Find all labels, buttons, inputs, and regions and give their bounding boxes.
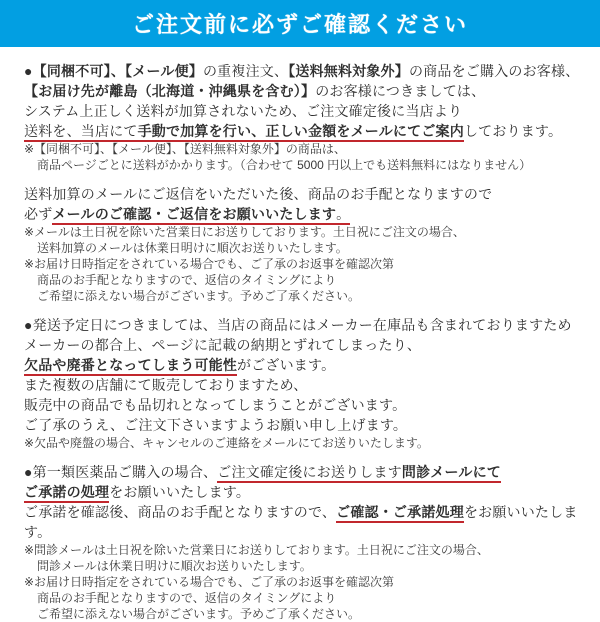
notice-body (0, 47, 600, 622)
text-segment: ●発送予定日につきましては、当店の商品にはメーカー在庫品も含まれておりますため (24, 317, 572, 333)
text-segment: をお願いいたします。 (24, 504, 578, 540)
text-line (24, 315, 596, 335)
text-segment: がございます。 (237, 357, 336, 373)
red-underlined-text: ご注文確定後にお送りします (217, 464, 402, 483)
text-line (24, 101, 596, 121)
text-segment: ご希望に添えない場合がございます。予めご了承ください。 (37, 607, 361, 621)
text-line (24, 574, 596, 590)
text-line (24, 462, 596, 482)
text-segment: 商品のお手配となりますので、返信のタイミングにより (37, 591, 337, 605)
notice-section (24, 462, 596, 622)
text-segment: ご希望に添えない場合がございます。予めご了承ください。 (37, 289, 361, 303)
text-line (24, 606, 596, 622)
text-line (24, 375, 596, 395)
red-underlined-text: 欠品や廃番となってしまう可能性 (24, 357, 237, 376)
text-line (24, 184, 596, 204)
text-segment: ※問診メールは土日祝を除いた営業日にお送りしております。土日祝にご注文の場合、 (24, 543, 489, 557)
text-segment: ● (24, 63, 33, 79)
text-segment: ご了承のうえ、ご注文下さいますようお願い申し上げます。 (24, 417, 408, 433)
text-line (24, 204, 596, 224)
text-line (24, 335, 596, 355)
text-line (24, 224, 596, 240)
notice-section (24, 61, 596, 173)
text-segment: ※メールは土日祝を除いた営業日にお送りしております。土日祝にご注文の場合、 (24, 225, 465, 239)
text-line (24, 240, 596, 256)
text-line (24, 482, 596, 502)
text-line (24, 157, 596, 173)
text-line (24, 61, 596, 81)
text-segment: の商品をご購入のお客様、 (409, 63, 580, 79)
bold-text: 【送料無料対象外】 (288, 63, 409, 79)
notice-header (0, 0, 600, 47)
text-segment: ※欠品や廃盤の場合、キャンセルのご連絡をメールにてお送りいたします。 (24, 436, 429, 450)
text-line (24, 415, 596, 435)
text-segment: 問診メールは休業日明けに順次お送りいたします。 (37, 559, 312, 573)
text-line (24, 435, 596, 451)
red-underlined-text: 手動で加算を行い、正しい金額をメールにてご案内 (138, 123, 464, 142)
text-line (24, 502, 596, 542)
text-segment: メーカーの都合上、ページに記載の納期とずれてしまったり、 (24, 337, 422, 353)
text-segment: ご承諾を確認後、商品のお手配となりますので、 (24, 504, 337, 520)
text-segment: の重複注文、 (202, 63, 289, 79)
red-underlined-text: ご承諾の処理 (24, 484, 109, 503)
text-segment: ※【同梱不可】、【メール便】、【送料無料対象外】の商品は、 (24, 142, 346, 156)
text-line (24, 81, 596, 101)
text-line (24, 141, 596, 157)
text-segment: 販売中の商品でも品切れとなってしまうことがございます。 (24, 397, 407, 413)
notice-section (24, 315, 596, 451)
bold-text: 【同梱不可】、【メール便】 (32, 63, 203, 79)
text-line (24, 558, 596, 574)
text-line (24, 395, 596, 415)
page-title: ご注文前に必ずご確認ください (131, 12, 468, 37)
text-line (24, 355, 596, 375)
text-line (24, 121, 596, 141)
text-segment: しております。 (463, 123, 563, 139)
notice-section (24, 184, 596, 304)
text-segment: 送料加算のメールは休業日明けに順次お送りいたします。 (37, 241, 348, 255)
red-underlined-text: 送料を、当店にて (24, 123, 138, 142)
text-line (24, 272, 596, 288)
text-line (24, 256, 596, 272)
text-segment: 商品のお手配となりますので、返信のタイミングにより (37, 273, 337, 287)
text-segment: 商品ページごとに送料がかかります。（合わせて 5000 円以上でも送料無料にはなりません） (37, 158, 532, 172)
text-segment: システム上正しく送料が加算されないため、ご注文確定後に当店より (24, 103, 463, 119)
red-underlined-text: 。 (336, 206, 350, 225)
text-segment: 送料加算のメールにご返信をいただいた後、商品のお手配となりますので (24, 186, 493, 202)
text-line (24, 288, 596, 304)
text-segment: ●第一類医薬品ご購入の場合、 (24, 464, 218, 480)
bold-text: 【お届け先が離島（北海道・沖縄県を含む）】 (24, 83, 316, 99)
text-segment: ※お届け日時指定をされている場合でも、ご了承のお返事を確認次第 (24, 575, 395, 589)
text-line (24, 542, 596, 558)
red-underlined-text: ご確認・ご承諾処理 (336, 504, 464, 523)
red-underlined-text: メールのご確認・ご返信をお願いいたします (52, 206, 336, 225)
text-segment: ※お届け日時指定をされている場合でも、ご了承のお返事を確認次第 (24, 257, 395, 271)
text-segment: 必ず (24, 206, 53, 222)
text-segment: をお願いいたします。 (109, 484, 251, 500)
text-segment: のお客様につきましては、 (315, 83, 486, 99)
text-segment: また複数の店舗にて販売しておりますため、 (24, 377, 308, 393)
text-line (24, 590, 596, 606)
red-underlined-text: 問診メールにて (402, 464, 501, 483)
